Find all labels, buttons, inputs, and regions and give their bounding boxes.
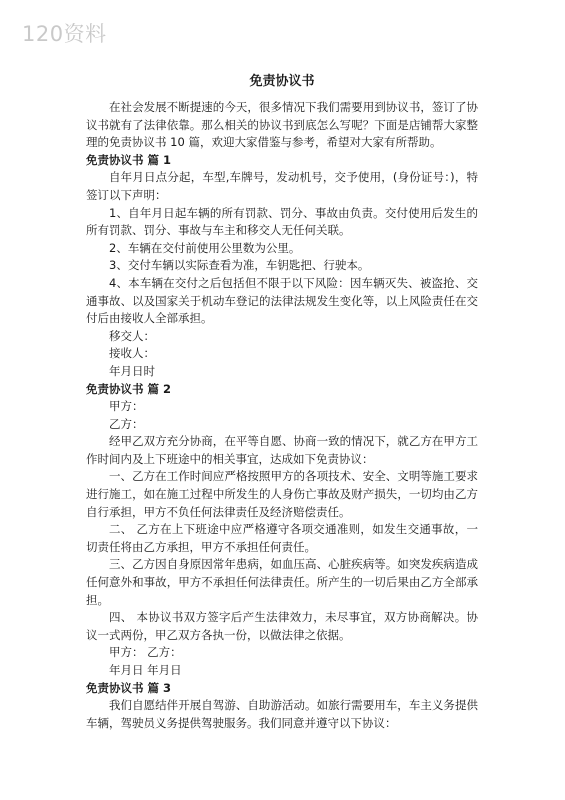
section-paragraph: 一、乙方在工作时间应严格按照甲方的各项技术、安全、文明等施工要求进行施工，如在施工过程中所发生的人身伤亡事故及财产损失，一切均由乙方自行承担，甲方不负任何法律责任及经济赔偿责任。 — [86, 469, 478, 519]
section-paragraph: 四、 本协议书双方签字后产生法律效力，未尽事宜，双方协商解决。协议一式两份，甲乙双方各执一份，以做法律之依据。 — [86, 610, 478, 642]
section-paragraph: 甲方： — [109, 399, 144, 414]
section-heading: 免责协议书 篇 1 — [86, 152, 172, 167]
section-paragraph: 甲方： 乙方： — [109, 645, 182, 660]
section-paragraph: 接收人： — [109, 346, 155, 361]
section-paragraph: 我们自愿结伴开展自驾游、自助游活动。如旅行需要用车，车主义务提供车辆，驾驶员义务提供驾驶服务。我们同意并遵守以下协议： — [86, 698, 478, 730]
section-paragraph: 移交人： — [109, 328, 155, 343]
section-heading: 免责协议书 篇 2 — [86, 381, 172, 396]
document-page — [86, 73, 478, 732]
section-paragraph: 二、 乙方在上下班途中应严格遵守各项交通准则，如发生交通事故，一切责任将由乙方承担，甲方不承担任何责任。 — [86, 522, 478, 554]
intro-paragraph: 在社会发展不断提速的今天，很多情况下我们需要用到协议书，签订了协议书就有了法律依靠。那么相关的协议书到底怎么写呢？下面是店铺帮大家整理的免责协议书 10 篇，欢迎大家借鉴与参考，希望对大家有所帮助。 — [86, 100, 478, 150]
section-paragraph: 1、自年月日起车辆的所有罚款、罚分、事故由负责。交付使用后发生的所有罚款、罚分、事故与车主和移交人无任何关联。 — [86, 205, 478, 238]
section-paragraph: 年月日时 — [109, 363, 155, 378]
section-paragraph: 年月日 年月日 — [109, 663, 182, 677]
section-paragraph: 三、乙方因自身原因常年患病，如血压高、心脏疾病等。如突发疾病造成任何意外和事故，甲方不承担任何法律责任。所产生的一切后果由乙方全部承担。 — [86, 557, 478, 607]
watermark: 120资料 — [22, 22, 107, 46]
section-paragraph: 自年月日点分起，车型,车牌号，发动机号，交予使用，(身份证号：)，特签订以下声明： — [86, 170, 478, 202]
section-paragraph: 4、本车辆在交付之后包括但不限于以下风险：因车辆灭失、被盗抢、交通事故、以及国家关于机动车登记的法律法规发生变化等，以上风险责任在交付后由接收人全部承担。 — [86, 275, 478, 326]
section-paragraph: 3、交付车辆以实际查看为准，车钥匙把、行驶本。 — [109, 258, 370, 273]
document-title: 免责协议书 — [249, 74, 315, 89]
sections-container — [86, 152, 478, 733]
section-paragraph: 乙方： — [109, 416, 144, 431]
section-heading: 免责协议书 篇 3 — [86, 680, 172, 695]
section-paragraph: 经甲乙双方充分协商，在平等自愿、协商一致的情况下，就乙方在甲方工作时间内及上下班途中的相关事宜，达成如下免责协议： — [86, 434, 478, 466]
section-paragraph: 2、车辆在交付前使用公里数为公里。 — [109, 240, 301, 255]
